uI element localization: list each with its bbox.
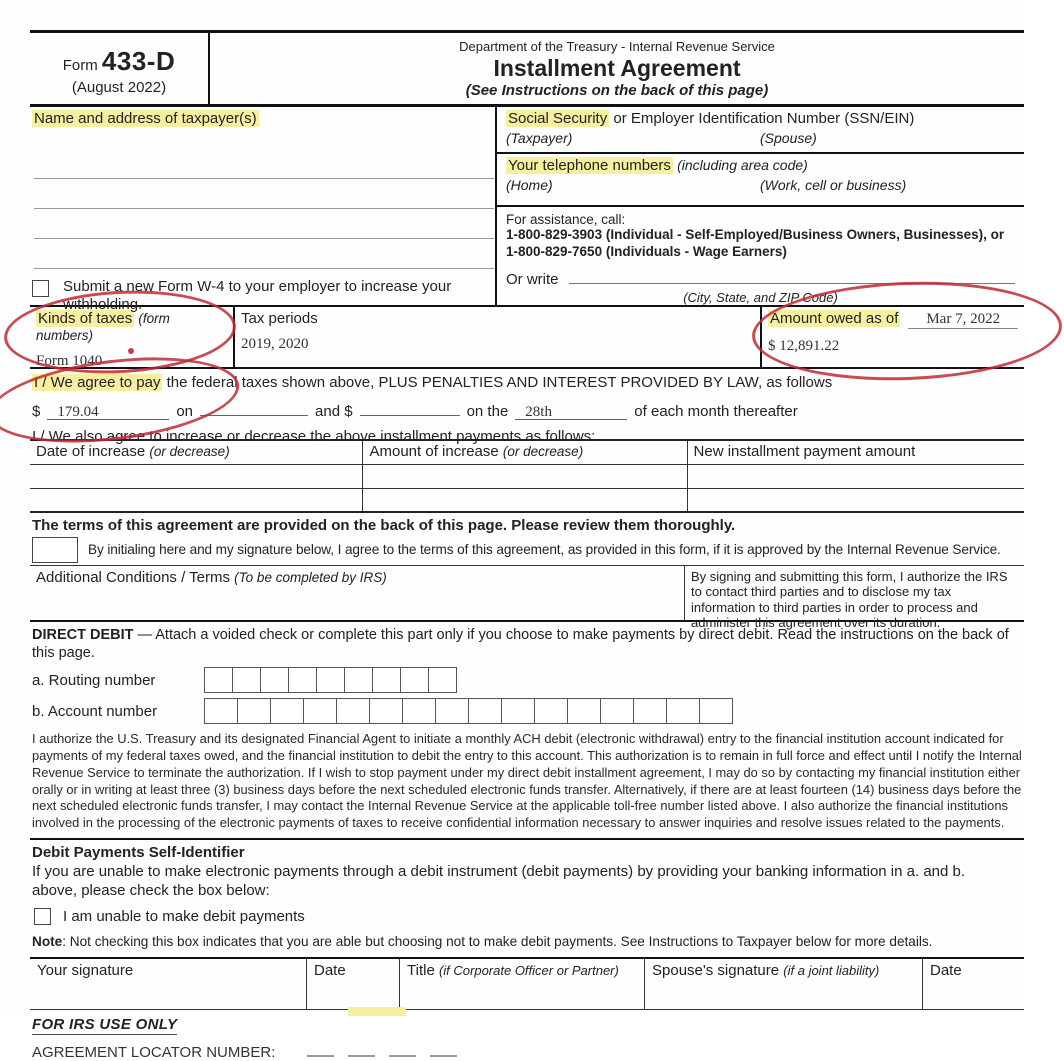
- day-of-month-field[interactable]: 28th: [515, 404, 627, 420]
- amount-owed-cell: [762, 307, 1024, 367]
- amount-increase-field[interactable]: [363, 464, 687, 488]
- or-write-label: Or write: [506, 271, 559, 288]
- page-title: Installment Agreement: [493, 55, 741, 81]
- taxpayer-info-section: [30, 107, 1024, 314]
- note-text: : Not checking this box indicates that you are able but choosing not to make debit payments. See Instructions to Taxpayer below for more details.: [62, 934, 933, 950]
- routing-number-boxes: [205, 667, 457, 693]
- dollar-sign: $: [32, 403, 41, 420]
- name-address-label: Name and address of taxpayer(s): [34, 110, 257, 127]
- ach-authorization-paragraph: I authorize the U.S. Treasury and its designated Financial Agent to initiate a monthly ACH debit (electronic withdrawal) entry to the financial institution account indicated for payments of my federal taxes owed, and the financial institution to debit the entry to this account. This authorization is to remain in full force and effect until I notify the Internal Revenue Service to terminate the authorization. If I wish to stop payment under my direct debit installment agreement, I may do so by contacting my financial institution either orally or in writing at least three (3) business days before the next scheduled electronic funds transfer. Alternatively, if there are at least fourteen (14) business days before the next scheduled electronic funds transfer, I may contact the Internal Revenue Service at the applicable toll-free number listed above. I also authorize the financial institutions involved in the processing of the electronic payments of taxes to receive confidential information necessary to answer inquiries and resolve issues related to the payments.: [32, 731, 1022, 831]
- account-number-label: b. Account number: [32, 702, 158, 720]
- unable-debit-label: I am unable to make debit payments: [63, 908, 305, 926]
- w4-checkbox[interactable]: [32, 280, 49, 297]
- routing-digit-box[interactable]: [316, 667, 345, 693]
- ssn-label-rest: or Employer Identification Number (SSN/EIN): [609, 110, 915, 127]
- assistance-phone-2: 1-800-829-7650 (Individuals - Wage Earners): [506, 243, 787, 259]
- agreement-section: [30, 369, 1024, 445]
- your-signature-label: Your signature: [37, 962, 134, 980]
- routing-digit-box[interactable]: [428, 667, 457, 693]
- col-date-italic: (or decrease): [149, 444, 230, 459]
- assistance-block: [497, 207, 1024, 305]
- form-title-box: [210, 33, 1024, 104]
- address-line-field[interactable]: [34, 179, 494, 209]
- spouse-italic: (if a joint liability): [783, 963, 880, 979]
- increase-table-row: [30, 488, 1024, 512]
- w4-label: Submit a new Form W-4 to your employer to increase your withholding.: [63, 278, 452, 314]
- routing-digit-box[interactable]: [260, 667, 289, 693]
- account-digit-box[interactable]: [534, 698, 568, 724]
- initials-field[interactable]: [32, 537, 78, 563]
- account-digit-box[interactable]: [204, 698, 238, 724]
- signature-table: [30, 957, 1024, 1010]
- col-amount-italic: (or decrease): [502, 444, 584, 459]
- account-digit-box[interactable]: [402, 698, 436, 724]
- assistance-intro: For assistance, call:: [506, 212, 626, 228]
- account-digit-box[interactable]: [369, 698, 403, 724]
- account-digit-box[interactable]: [237, 698, 271, 724]
- signature-date-field[interactable]: [307, 959, 400, 1009]
- form-number-box: [30, 33, 210, 104]
- unable-debit-checkbox[interactable]: [34, 908, 51, 925]
- form-word: Form: [62, 57, 98, 74]
- contact-info-cell: [497, 107, 1024, 305]
- new-payment-field[interactable]: [687, 488, 1024, 512]
- additional-conditions-row: [30, 565, 1024, 630]
- red-pen-dot: [128, 348, 134, 354]
- ssn-label-highlight: Social Security: [508, 110, 608, 127]
- assistance-phone-1: 1-800-829-3903 (Individual - Self-Employed/Business Owners, Businesses), or: [506, 227, 1005, 243]
- phone-home-label: (Home): [506, 176, 553, 193]
- date-increase-field[interactable]: [30, 464, 363, 488]
- form-body: [30, 30, 1024, 1061]
- amount-increase-field[interactable]: [363, 488, 687, 512]
- form-revision: (August 2022): [71, 79, 167, 96]
- direct-debit-section: [30, 622, 1024, 832]
- form-subtitle: (See Instructions on the back of this page): [465, 82, 769, 99]
- date-label: Date: [314, 962, 346, 980]
- owed-date-value[interactable]: Mar 7, 2022: [908, 311, 1018, 329]
- agree-label-highlight: I / We agree to pay: [34, 374, 161, 391]
- date-label: Date: [930, 962, 962, 980]
- ssn-block: [497, 107, 1024, 154]
- taxes-row: [30, 307, 1024, 369]
- account-digit-box[interactable]: [270, 698, 304, 724]
- account-digit-box[interactable]: [435, 698, 469, 724]
- irs-use-only-section: [30, 1010, 1024, 1061]
- bottom-highlight-mark: [348, 1007, 406, 1016]
- account-digit-box[interactable]: [501, 698, 535, 724]
- form-number: 433-D: [101, 46, 176, 76]
- direct-debit-heading: DIRECT DEBIT: [32, 627, 134, 643]
- kinds-label-italic: (form numbers): [36, 311, 170, 343]
- on-the-label: on the: [466, 403, 509, 420]
- form-header: [30, 30, 1024, 107]
- account-digit-box[interactable]: [468, 698, 502, 724]
- locator-digit-field[interactable]: [307, 1044, 334, 1057]
- account-digit-box[interactable]: [567, 698, 601, 724]
- name-address-cell: [30, 107, 497, 314]
- tax-periods-cell: [235, 307, 762, 367]
- routing-digit-box[interactable]: [204, 667, 233, 693]
- routing-digit-box[interactable]: [232, 667, 261, 693]
- agency-line: Department of the Treasury - Internal Revenue Service: [459, 39, 775, 54]
- phone-work-label: (Work, cell or business): [760, 176, 907, 193]
- increase-table-header: [30, 440, 1024, 464]
- phone-block: [497, 154, 1024, 207]
- your-signature-field[interactable]: [30, 959, 307, 1009]
- account-digit-box[interactable]: [666, 698, 700, 724]
- date-increase-field[interactable]: [30, 488, 363, 512]
- title-field[interactable]: [400, 959, 645, 1009]
- self-identifier-heading: Debit Payments Self-Identifier: [32, 843, 245, 861]
- for-irs-use-only-label: FOR IRS USE ONLY: [32, 1016, 178, 1034]
- routing-digit-box[interactable]: [400, 667, 429, 693]
- or-write-field[interactable]: [569, 268, 1016, 284]
- thereafter-label: of each month thereafter: [634, 403, 798, 420]
- agree-label-rest: the federal taxes shown above, PLUS PENALTIES AND INTEREST PROVIDED BY LAW, as follows: [162, 374, 833, 391]
- account-digit-box[interactable]: [699, 698, 733, 724]
- city-state-zip-label: (City, State, and ZIP Code): [683, 290, 838, 305]
- title-italic: (if Corporate Officer or Partner): [438, 963, 619, 979]
- locator-digit-field[interactable]: [430, 1044, 457, 1057]
- kinds-of-taxes-cell: [30, 307, 235, 367]
- locator-number-fields: [307, 1044, 457, 1057]
- col-newpayment-label: New installment payment amount: [693, 443, 916, 460]
- ssn-spouse-label: (Spouse): [760, 130, 817, 146]
- routing-digit-box[interactable]: [372, 667, 401, 693]
- col-date-label: Date of increase: [36, 443, 146, 460]
- owed-label-highlight: Amount owed as of: [770, 310, 899, 327]
- ssn-taxpayer-label: (Taxpayer): [506, 130, 573, 146]
- periods-value[interactable]: 2019, 2020: [241, 336, 309, 352]
- phone-label-highlight: Your telephone numbers: [508, 156, 671, 174]
- start-date-field[interactable]: [200, 400, 308, 416]
- additional-conditions-italic: (To be completed by IRS): [234, 570, 387, 585]
- account-number-boxes: [205, 698, 733, 724]
- spouse-date-field[interactable]: [923, 959, 1024, 1009]
- initial-row: [30, 536, 1024, 565]
- address-line-field[interactable]: [34, 239, 494, 269]
- account-digit-box[interactable]: [600, 698, 634, 724]
- increase-table: [30, 439, 1024, 513]
- title-label: Title: [407, 962, 439, 980]
- spouse-signature-field[interactable]: [645, 959, 923, 1009]
- second-amount-field[interactable]: [360, 400, 460, 416]
- new-payment-field[interactable]: [687, 464, 1024, 488]
- third-party-authorization-text: By signing and submitting this form, I authorize the IRS to contact third parties and to disclose my tax information to third parties in order to process and administer this agreement over its duration.: [684, 566, 1024, 620]
- kinds-value[interactable]: Form 1040: [36, 353, 103, 369]
- locator-digit-field[interactable]: [348, 1044, 375, 1057]
- account-digit-box[interactable]: [303, 698, 337, 724]
- payment-amount-field[interactable]: 179.04: [47, 404, 169, 420]
- increase-table-row: [30, 464, 1024, 488]
- address-line-field[interactable]: [34, 209, 494, 239]
- agreement-locator-label: AGREEMENT LOCATOR NUMBER:: [32, 1044, 276, 1061]
- account-digit-box[interactable]: [633, 698, 667, 724]
- initial-agreement-text: By initialing here and my signature below, I agree to the terms of this agreement, as provided in this form, if it is approved by the Internal Revenue Service.: [88, 542, 1001, 557]
- note-bold: Note: [32, 934, 63, 950]
- routing-digit-box[interactable]: [288, 667, 317, 693]
- direct-debit-heading-rest: — Attach a voided check or complete this part only if you choose to make payments by direct debit. Read the instructions on the back of this page.: [32, 627, 1009, 662]
- account-digit-box[interactable]: [336, 698, 370, 724]
- routing-digit-box[interactable]: [344, 667, 373, 693]
- terms-bold-line: The terms of this agreement are provided on the back of this page. Please review them thoroughly.: [32, 517, 736, 534]
- col-amount-label: Amount of increase: [369, 443, 499, 460]
- increase-decrease-label: I / We also agree to increase or decrease the above installment payments as follows:: [32, 428, 596, 445]
- additional-conditions-label: Additional Conditions / Terms: [36, 569, 230, 586]
- self-identifier-section: [30, 838, 1024, 950]
- owed-amount-value[interactable]: $ 12,891.22: [768, 338, 840, 354]
- periods-label: Tax periods: [241, 310, 318, 327]
- phone-label-rest: (including area code): [677, 156, 808, 173]
- on-label: on: [176, 403, 194, 420]
- routing-number-label: a. Routing number: [32, 671, 156, 689]
- kinds-label-highlight: Kinds of taxes: [38, 310, 133, 327]
- self-identifier-body: If you are unable to make electronic payments through a debit instrument (debit payments) by providing your banking information in a. and b. above, please check the box below:: [32, 862, 966, 899]
- locator-digit-field[interactable]: [389, 1044, 416, 1057]
- spouse-signature-label: Spouse's signature: [652, 962, 784, 980]
- and-dollar-label: and $: [315, 403, 353, 420]
- address-line-field[interactable]: [34, 149, 494, 179]
